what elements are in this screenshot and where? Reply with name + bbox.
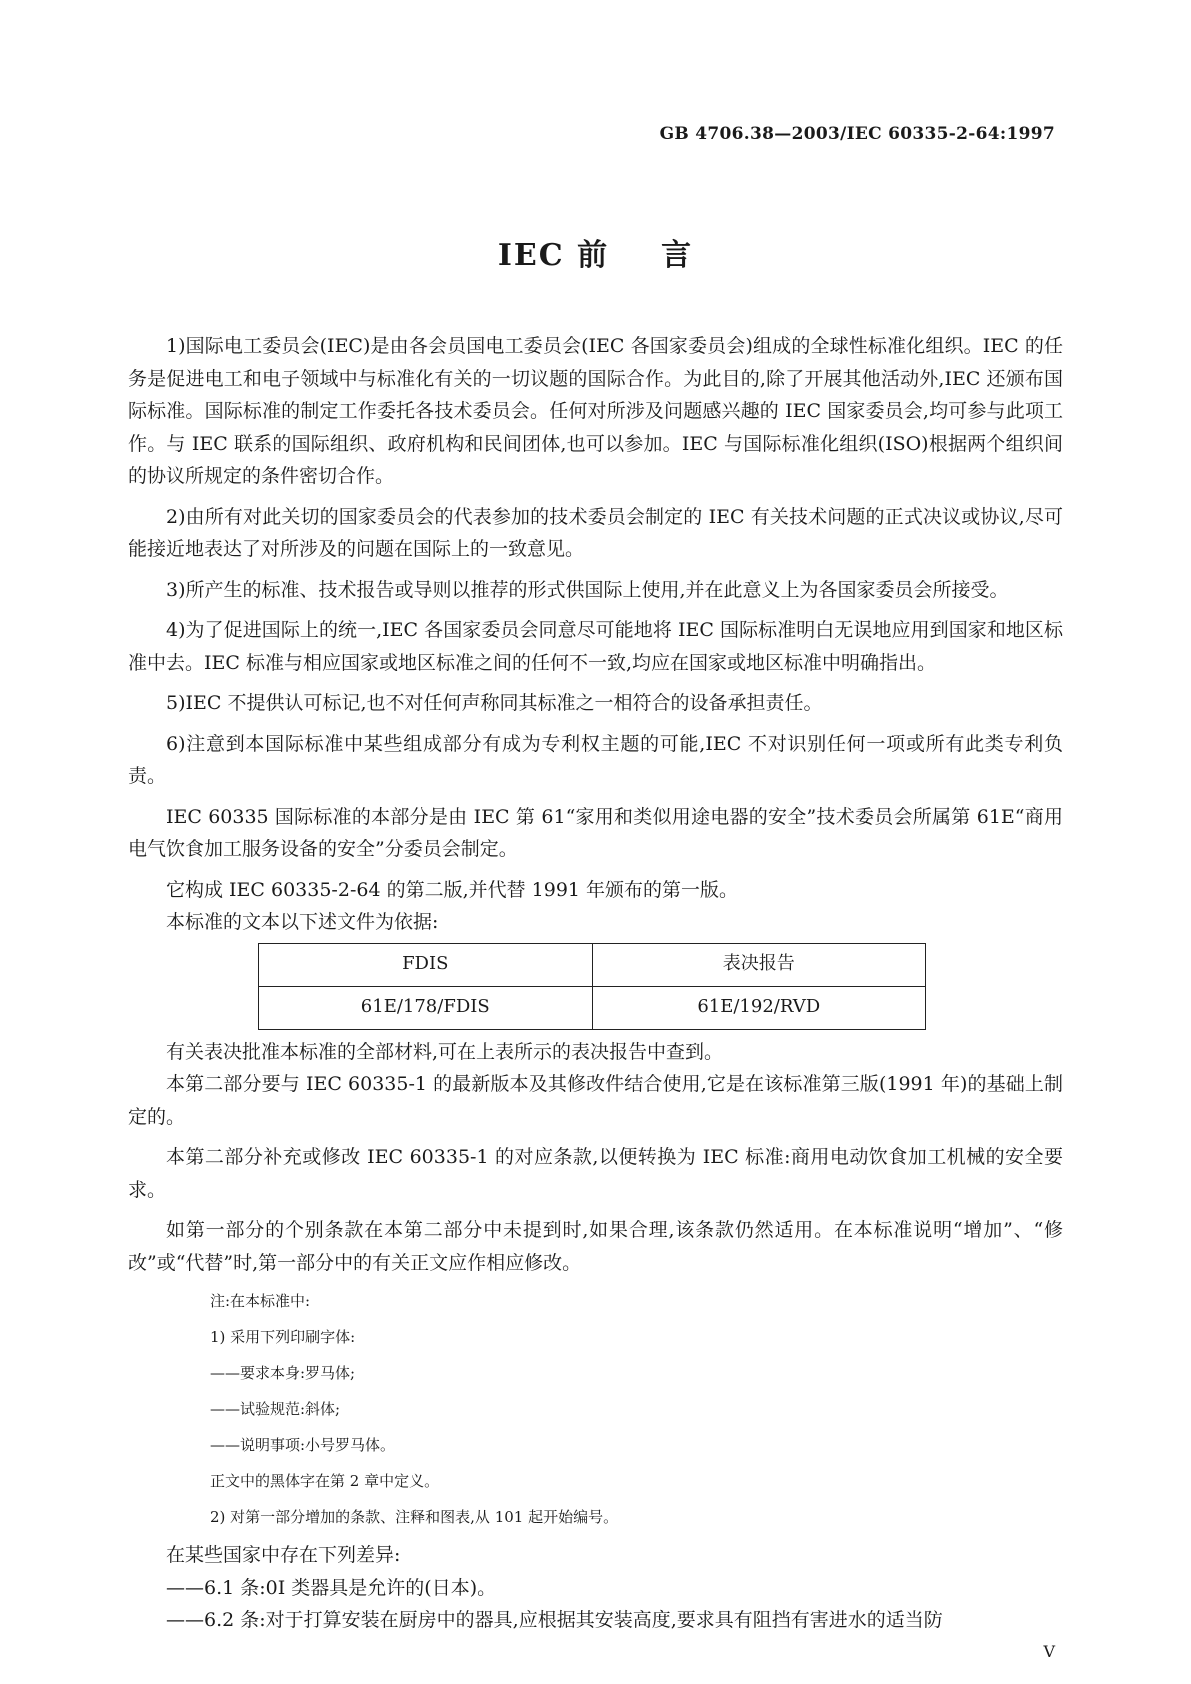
note-line: 正文中的黑体字在第 2 章中定义。: [210, 1472, 440, 1490]
note-line: 注:在本标准中:: [210, 1292, 311, 1310]
note-line: 1) 采用下列印刷字体:: [210, 1328, 356, 1346]
note-line: ——要求本身:罗马体;: [210, 1364, 356, 1382]
paragraph-4: 4)为了促进国际上的统一,IEC 各国家委员会同意尽可能地将 IEC 国际标准明白无误地应用到国家和地区标准中去。IEC 标准与相应国家或地区标准之间的任何不一致,均应在国家或地区标准中明确指出。: [128, 619, 1063, 674]
standard-code-header: GB 4706.38—2003/IEC 60335-2-64:1997: [659, 124, 1055, 144]
note-line: 2) 对第一部分增加的条款、注释和图表,从 101 起开始编号。: [210, 1508, 619, 1526]
paragraph-1: 1)国际电工委员会(IEC)是由各会员国电工委员会(IEC 各国家委员会)组成的全球性标准化组织。IEC 的任务是促进电工和电子领域中与标准化有关的一切议题的国际合作。为此目的,除了开展其他活动外,IEC 还颁布国际标准。国际标准的制定工作委托各技术委员会。任何对所涉及问题感兴趣的 IEC 国家委员会,均可参与此项工作。与 IEC 联系的国际组织、政府机构和民间团体,也可以参加。IEC 与国际标准化组织(ISO)根据两个组织间的协议所规定的条件密切合作。: [128, 335, 1063, 487]
paragraph-14: 在某些国家中存在下列差异:: [166, 1544, 401, 1566]
paragraph-9: 本标准的文本以下述文件为依据:: [166, 911, 439, 933]
document-body: [128, 330, 1063, 1637]
table-header-cell: 表决报告: [592, 943, 926, 986]
difference-item: ——6.1 条:0I 类器具是允许的(日本)。: [166, 1576, 497, 1599]
page-number: V: [1043, 1642, 1055, 1661]
title-left: IEC 前: [497, 238, 610, 273]
paragraph-8: 它构成 IEC 60335-2-64 的第二版,并代替 1991 年颁布的第一版。: [166, 878, 739, 901]
note-line: ——试验规范:斜体;: [210, 1400, 341, 1418]
table-row: [259, 986, 926, 1029]
paragraph-13: 如第一部分的个别条款在本第二部分中未提到时,如果合理,该条款仍然适用。在本标准说明“增加”、“修改”或“代替”时,第一部分中的有关正文应作相应修改。: [128, 1219, 1063, 1274]
table-cell: 61E/178/FDIS: [259, 986, 593, 1029]
paragraph-3: 3)所产生的标准、技术报告或导则以推荐的形式供国际上使用,并在此意义上为各国家委员会所接受。: [166, 578, 1009, 601]
paragraph-11: 本第二部分要与 IEC 60335-1 的最新版本及其修改件结合使用,它是在该标准第三版(1991 年)的基础上制定的。: [128, 1073, 1063, 1128]
difference-item: ——6.2 条:对于打算安装在厨房中的器具,应根据其安装高度,要求具有阻挡有害进水的适当防: [166, 1609, 943, 1631]
table-header-row: [259, 943, 926, 986]
paragraph-2: 2)由所有对此关切的国家委员会的代表参加的技术委员会制定的 IEC 有关技术问题的正式决议或协议,尽可能接近地表达了对所涉及的问题在国际上的一致意见。: [128, 505, 1063, 560]
basis-documents-table: [258, 943, 926, 1030]
paragraph-10: 有关表决批准本标准的全部材料,可在上表所示的表决报告中查到。: [166, 1040, 724, 1063]
paragraph-7: IEC 60335 国际标准的本部分是由 IEC 第 61“家用和类似用途电器的安全”技术委员会所属第 61E“商用电气饮食加工服务设备的安全”分委员会制定。: [128, 805, 1063, 860]
title-right: 言: [661, 238, 694, 273]
table-cell: 61E/192/RVD: [592, 986, 926, 1029]
paragraph-6: 6)注意到本国际标准中某些组成部分有成为专利权主题的可能,IEC 不对识别任何一项或所有此类专利负责。: [128, 732, 1063, 787]
note-line: ——说明事项:小号罗马体。: [210, 1436, 396, 1454]
page-title: [0, 230, 1191, 274]
notes-block: [128, 1287, 1063, 1531]
paragraph-12: 本第二部分补充或修改 IEC 60335-1 的对应条款,以便转换为 IEC 标准:商用电动饮食加工机械的安全要求。: [128, 1146, 1063, 1201]
paragraph-5: 5)IEC 不提供认可标记,也不对任何声称同其标准之一相符合的设备承担责任。: [166, 692, 823, 714]
table-header-cell: FDIS: [259, 943, 593, 986]
